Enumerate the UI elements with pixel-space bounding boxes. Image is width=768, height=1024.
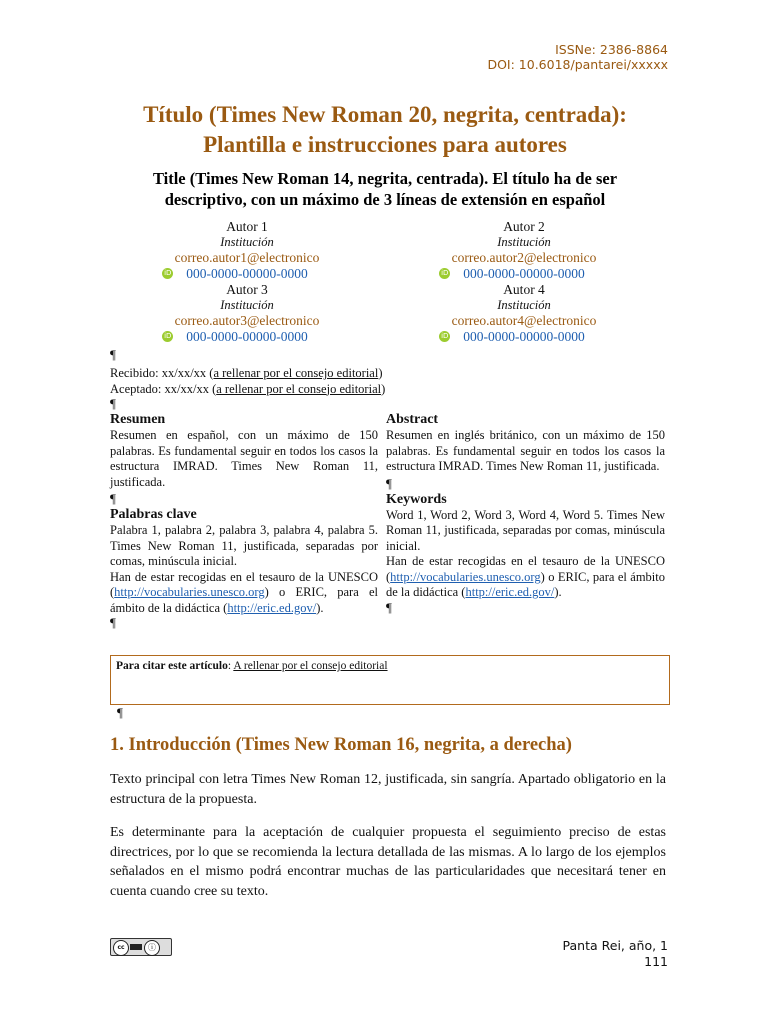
citation-box [110, 655, 670, 705]
author-name: Autor 2 [503, 219, 545, 234]
thesaurus-mid: ) o ERIC, para el ámbito de la didáctica ( [110, 585, 378, 615]
keywords-heading: Keywords [386, 491, 447, 507]
paragraph-mark: ¶ [110, 615, 116, 630]
unesco-link[interactable]: http://vocabularies.unesco.org [114, 585, 265, 599]
author-email[interactable]: correo.autor1@electronico [174, 250, 320, 265]
author-email[interactable]: correo.autor4@electronico [451, 313, 597, 328]
author-orcid[interactable]: 000-0000-00000-0000 [186, 328, 308, 344]
author-institution: Institución [497, 234, 551, 249]
received-line [110, 366, 385, 382]
unesco-link[interactable]: http://vocabularies.unesco.org [390, 569, 541, 584]
author-orcid[interactable]: 000-0000-00000-0000 [186, 265, 308, 281]
paragraph-mark: ¶ [117, 705, 123, 720]
author-3 [117, 282, 377, 344]
accepted-line [110, 382, 385, 398]
received-value: a rellenar por el consejo editorial [213, 366, 379, 380]
body-paragraph-2: Es determinante para la aceptación de cualquier propuesta el seguimiento preciso de estas directrices, por lo que se recomienda la lectura detallada de las mismas. A lo largo de los ejemplos señalados en el mismo podrá encontrar muchas de las particularidades que necesitará tener en cuenta cuando cree su texto. [110, 825, 666, 899]
accepted-label: Aceptado: xx/xx/xx ( [110, 381, 217, 396]
orcid-icon: iD [164, 268, 172, 277]
thesaurus-pre: Han de estar recogidas en el tesauro de la UNESCO ( [386, 554, 665, 584]
page-footer [563, 938, 668, 970]
citation-separator: : [227, 660, 234, 672]
received-close: ) [378, 366, 383, 380]
page-title [90, 100, 680, 160]
cc-by-icon[interactable] [110, 938, 172, 956]
paragraph-mark: ¶ [110, 491, 116, 506]
author-institution: Institución [497, 297, 551, 312]
author-orcid[interactable]: 000-0000-00000-0000 [463, 328, 585, 344]
accepted-close: ) [381, 381, 386, 396]
journal-identifiers [487, 42, 668, 72]
author-1 [117, 219, 377, 281]
paragraph-mark: ¶ [386, 475, 392, 491]
orcid-icon: iD [164, 331, 172, 340]
abstract-heading: Abstract [386, 412, 439, 427]
orcid-icon: iD [441, 268, 449, 277]
citation-value: A rellenar por el consejo editorial [233, 660, 388, 672]
author-email[interactable]: correo.autor3@electronico [174, 313, 320, 328]
thesaurus-mid: ) o ERIC, para el ámbito de la didáctica ( [386, 569, 665, 599]
author-4 [394, 282, 654, 344]
author-name: Autor 3 [226, 282, 268, 297]
section-heading: 1. Introducción (Times New Roman 16, negrita, a derecha) [110, 735, 572, 755]
paragraph-mark: ¶ [110, 347, 116, 362]
citation-label: Para citar este artículo [116, 660, 228, 672]
resumen-text: Resumen en español, con un máximo de 150 palabras. Es fundamental seguir en todos los casos la estructura IMRAD. Times New Roman 11, justificada. [110, 428, 378, 489]
author-email[interactable]: correo.autor2@electronico [451, 250, 597, 265]
journal-name: Panta Rei, año, 1 [562, 938, 668, 953]
page-number: 111 [644, 954, 668, 969]
author-name: Autor 4 [503, 282, 545, 297]
keywords-text: Word 1, Word 2, Word 3, Word 4, Word 5. Times New Roman 11, justificada, separadas por comas, minúscula inicial. [386, 507, 665, 553]
thesaurus-pre: Han de estar recogidas en el tesauro de la UNESCO ( [110, 569, 378, 599]
palabras-clave-heading: Palabras clave [110, 507, 197, 522]
palabras-clave-thesaurus [110, 570, 378, 617]
paragraph-mark: ¶ [110, 396, 116, 411]
dates-block [110, 366, 385, 411]
orcid-icon: iD [441, 331, 449, 340]
abstract-text: Resumen en inglés británico, con un máximo de 150 palabras. Es fundamental seguir en todos los casos la estructura IMRAD. Times New Roman 11, justificada. [386, 428, 665, 473]
resumen-heading: Resumen [110, 412, 166, 427]
subtitle-line-2: descriptivo, con un máximo de 3 líneas de extensión en español [164, 190, 606, 209]
author-institution: Institución [220, 234, 274, 249]
doi-text: DOI: 10.6018/pantarei/xxxxx [487, 57, 668, 72]
author-2 [394, 219, 654, 281]
author-name: Autor 1 [226, 219, 268, 234]
eric-link[interactable]: http://eric.ed.gov/ [227, 600, 317, 615]
issn-text: ISSNe: 2386-8864 [555, 42, 668, 57]
author-orcid[interactable]: 000-0000-00000-0000 [463, 265, 585, 281]
cc-icon: cc [113, 940, 129, 956]
title-line-2: Plantilla e instrucciones para autores [203, 132, 567, 157]
abstract-column [386, 411, 665, 615]
license-bar [130, 944, 142, 950]
by-icon: ⓘ [144, 940, 160, 956]
received-label: Recibido: xx/xx/xx ( [110, 366, 214, 380]
resumen-column [110, 411, 378, 630]
english-title [110, 168, 660, 210]
subtitle-line-1: Title (Times New Roman 14, negrita, centrada). El título ha de ser [152, 169, 618, 188]
body-paragraph-1: Texto principal con letra Times New Roman 12, justificada, sin sangría. Apartado obligatorio en la estructura de la propuesta. [110, 772, 666, 807]
palabras-clave-text: Palabra 1, palabra 2, palabra 3, palabra 4, palabra 5. Times New Roman 11, justificada, separadas por comas, minúscula inicial. [110, 523, 378, 568]
author-institution: Institución [220, 297, 274, 312]
accepted-value: a rellenar por el consejo editorial [216, 381, 382, 396]
thesaurus-post: ). [554, 585, 562, 599]
title-line-1: Título (Times New Roman 20, negrita, centrada): [143, 102, 627, 127]
paragraph-mark: ¶ [386, 599, 392, 615]
keywords-thesaurus [386, 554, 665, 601]
thesaurus-post: ). [316, 600, 324, 615]
eric-link[interactable]: http://eric.ed.gov/ [465, 585, 555, 599]
